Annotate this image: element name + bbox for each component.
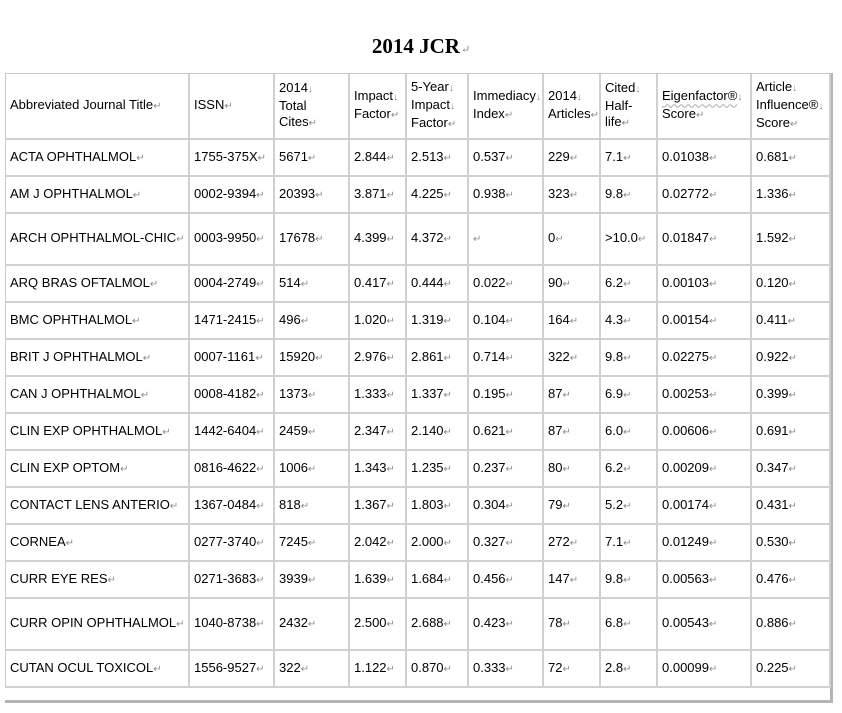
table-cell: 496↵	[275, 303, 350, 340]
jcr-table-frame	[5, 73, 833, 703]
table-cell: ARQ BRAS OFTALMOL↵	[6, 266, 190, 303]
table-cell: CLIN EXP OPHTHALMOL↵	[6, 414, 190, 451]
table-cell: 0.621↵	[469, 414, 544, 451]
table-cell: 0816-4622↵	[190, 451, 275, 488]
column-header: Eigenfactor®↓ Score↵	[658, 74, 752, 140]
table-cell: 2.500↵	[350, 599, 407, 651]
table-cell: 2459↵	[275, 414, 350, 451]
table-body	[6, 140, 831, 688]
table-cell: 0.411↵	[752, 303, 831, 340]
table-cell: 0.120↵	[752, 266, 831, 303]
table-cell: 0.01249↵	[658, 525, 752, 562]
table-cell: 3939↵	[275, 562, 350, 599]
table-cell: CONTACT LENS ANTERIO↵	[6, 488, 190, 525]
table-row	[6, 377, 831, 414]
table-cell: 0.456↵	[469, 562, 544, 599]
table-cell: 0.537↵	[469, 140, 544, 177]
table-cell: 1.639↵	[350, 562, 407, 599]
table-cell: 229↵	[544, 140, 601, 177]
table-cell: 1755-375X↵	[190, 140, 275, 177]
table-cell: 0.304↵	[469, 488, 544, 525]
table-cell: 0↵	[544, 214, 601, 266]
table-cell: 0.00543↵	[658, 599, 752, 651]
table-cell: 0.00099↵	[658, 651, 752, 688]
page-title: 2014 JCR↵	[371, 34, 471, 58]
table-row	[6, 303, 831, 340]
table-cell: 0.938↵	[469, 177, 544, 214]
table-cell: 0.237↵	[469, 451, 544, 488]
column-header: 2014↓ Total Cites↵	[275, 74, 350, 140]
table-cell: CORNEA↵	[6, 525, 190, 562]
table-cell: 15920↵	[275, 340, 350, 377]
table-cell: 0.01038↵	[658, 140, 752, 177]
table-cell: 1.684↵	[407, 562, 469, 599]
table-cell: 4.372↵	[407, 214, 469, 266]
table-cell: 17678↵	[275, 214, 350, 266]
table-cell: 6.2↵	[601, 266, 658, 303]
table-cell: 0.01847↵	[658, 214, 752, 266]
jcr-table	[5, 73, 831, 688]
table-cell: 0008-4182↵	[190, 377, 275, 414]
table-row	[6, 599, 831, 651]
table-cell: 0.886↵	[752, 599, 831, 651]
table-row	[6, 340, 831, 377]
table-cell: 2.042↵	[350, 525, 407, 562]
table-cell: 0004-2749↵	[190, 266, 275, 303]
table-cell: 2.861↵	[407, 340, 469, 377]
table-cell: CAN J OPHTHALMOL↵	[6, 377, 190, 414]
table-cell: ACTA OPHTHALMOL↵	[6, 140, 190, 177]
table-cell: 0.02772↵	[658, 177, 752, 214]
table-cell: CURR EYE RES↵	[6, 562, 190, 599]
table-cell: 0.225↵	[752, 651, 831, 688]
table-cell: 0003-9950↵	[190, 214, 275, 266]
table-cell: 2.347↵	[350, 414, 407, 451]
table-cell: 87↵	[544, 414, 601, 451]
table-cell: 2.688↵	[407, 599, 469, 651]
table-cell: 0.00563↵	[658, 562, 752, 599]
table-cell: 1.333↵	[350, 377, 407, 414]
table-cell: 0.347↵	[752, 451, 831, 488]
column-header: ISSN↵	[190, 74, 275, 140]
table-cell: 1373↵	[275, 377, 350, 414]
table-cell: 1442-6404↵	[190, 414, 275, 451]
table-cell: 0002-9394↵	[190, 177, 275, 214]
table-cell: 1040-8738↵	[190, 599, 275, 651]
table-cell: 0.333↵	[469, 651, 544, 688]
table-cell: 90↵	[544, 266, 601, 303]
table-cell: 0007-1161↵	[190, 340, 275, 377]
table-row	[6, 488, 831, 525]
table-cell: 322↵	[544, 340, 601, 377]
table-cell: 2.140↵	[407, 414, 469, 451]
column-header: Article↓ Influence®↓ Score↵	[752, 74, 831, 140]
table-cell: 20393↵	[275, 177, 350, 214]
table-cell: 1471-2415↵	[190, 303, 275, 340]
column-header: 2014↓ Articles↵	[544, 74, 601, 140]
table-cell: 6.8↵	[601, 599, 658, 651]
table-cell: 0.423↵	[469, 599, 544, 651]
table-cell: BMC OPHTHALMOL↵	[6, 303, 190, 340]
table-cell: 147↵	[544, 562, 601, 599]
table-cell: CUTAN OCUL TOXICOL↵	[6, 651, 190, 688]
table-cell: 0.195↵	[469, 377, 544, 414]
table-row	[6, 266, 831, 303]
table-cell: 0.02275↵	[658, 340, 752, 377]
table-row	[6, 140, 831, 177]
table-cell: 2.000↵	[407, 525, 469, 562]
table-cell: 2.844↵	[350, 140, 407, 177]
table-cell: 272↵	[544, 525, 601, 562]
table-cell: 9.8↵	[601, 177, 658, 214]
table-cell: 818↵	[275, 488, 350, 525]
table-cell: 1.592↵	[752, 214, 831, 266]
table-cell: 322↵	[275, 651, 350, 688]
table-cell: ↵	[469, 214, 544, 266]
table-row	[6, 451, 831, 488]
table-row	[6, 214, 831, 266]
table-cell: 0.681↵	[752, 140, 831, 177]
table-row	[6, 414, 831, 451]
table-cell: 79↵	[544, 488, 601, 525]
table-row	[6, 651, 831, 688]
table-cell: 1.336↵	[752, 177, 831, 214]
table-cell: 323↵	[544, 177, 601, 214]
table-cell: 2432↵	[275, 599, 350, 651]
table-cell: 2.976↵	[350, 340, 407, 377]
table-cell: 0.922↵	[752, 340, 831, 377]
table-cell: 0.431↵	[752, 488, 831, 525]
table-cell: 164↵	[544, 303, 601, 340]
table-cell: 0.00253↵	[658, 377, 752, 414]
table-cell: 0.417↵	[350, 266, 407, 303]
table-cell: 2.513↵	[407, 140, 469, 177]
table-cell: 1006↵	[275, 451, 350, 488]
table-cell: 3.871↵	[350, 177, 407, 214]
column-header: 5-Year↓ Impact↓ Factor↵	[407, 74, 469, 140]
table-cell: 1.122↵	[350, 651, 407, 688]
table-cell: 7.1↵	[601, 140, 658, 177]
table-cell: 1.367↵	[350, 488, 407, 525]
table-cell: 0.104↵	[469, 303, 544, 340]
table-row	[6, 562, 831, 599]
table-cell: AM J OPHTHALMOL↵	[6, 177, 190, 214]
table-cell: 0.00174↵	[658, 488, 752, 525]
table-cell: 0.327↵	[469, 525, 544, 562]
table-cell: 4.3↵	[601, 303, 658, 340]
table-cell: 0277-3740↵	[190, 525, 275, 562]
table-cell: 4.399↵	[350, 214, 407, 266]
table-cell: 0.530↵	[752, 525, 831, 562]
table-cell: CURR OPIN OPHTHALMOL↵	[6, 599, 190, 651]
table-cell: 0.00209↵	[658, 451, 752, 488]
table-cell: 1.235↵	[407, 451, 469, 488]
table-cell: 1367-0484↵	[190, 488, 275, 525]
column-header: Immediacy↓ Index↵	[469, 74, 544, 140]
column-header: Cited↓ Half-life↵	[601, 74, 658, 140]
table-cell: 5.2↵	[601, 488, 658, 525]
table-cell: 4.225↵	[407, 177, 469, 214]
table-cell: 0271-3683↵	[190, 562, 275, 599]
column-header: Abbreviated Journal Title↵	[6, 74, 190, 140]
table-cell: 9.8↵	[601, 562, 658, 599]
table-cell: 1.337↵	[407, 377, 469, 414]
table-cell: 1.020↵	[350, 303, 407, 340]
table-cell: 9.8↵	[601, 340, 658, 377]
table-cell: 0.022↵	[469, 266, 544, 303]
table-cell: CLIN EXP OPTOM↵	[6, 451, 190, 488]
table-cell: 2.8↵	[601, 651, 658, 688]
table-cell: 0.00154↵	[658, 303, 752, 340]
table-cell: 0.870↵	[407, 651, 469, 688]
table-cell: 0.476↵	[752, 562, 831, 599]
table-header-row	[6, 74, 831, 140]
table-cell: 0.444↵	[407, 266, 469, 303]
table-cell: 1.319↵	[407, 303, 469, 340]
table-cell: 78↵	[544, 599, 601, 651]
table-row	[6, 177, 831, 214]
table-cell: 0.691↵	[752, 414, 831, 451]
column-header: Impact↓ Factor↵	[350, 74, 407, 140]
table-cell: >10.0↵	[601, 214, 658, 266]
table-cell: 0.00606↵	[658, 414, 752, 451]
table-cell: 1556-9527↵	[190, 651, 275, 688]
table-cell: 72↵	[544, 651, 601, 688]
table-cell: ARCH OPHTHALMOL-CHIC↵	[6, 214, 190, 266]
table-cell: 0.399↵	[752, 377, 831, 414]
table-cell: 0.00103↵	[658, 266, 752, 303]
table-cell: BRIT J OPHTHALMOL↵	[6, 340, 190, 377]
table-cell: 6.0↵	[601, 414, 658, 451]
table-cell: 87↵	[544, 377, 601, 414]
table-cell: 1.803↵	[407, 488, 469, 525]
table-cell: 514↵	[275, 266, 350, 303]
table-cell: 1.343↵	[350, 451, 407, 488]
table-cell: 7.1↵	[601, 525, 658, 562]
table-row	[6, 525, 831, 562]
table-cell: 6.2↵	[601, 451, 658, 488]
table-cell: 0.714↵	[469, 340, 544, 377]
table-cell: 80↵	[544, 451, 601, 488]
table-cell: 6.9↵	[601, 377, 658, 414]
table-cell: 7245↵	[275, 525, 350, 562]
table-cell: 5671↵	[275, 140, 350, 177]
